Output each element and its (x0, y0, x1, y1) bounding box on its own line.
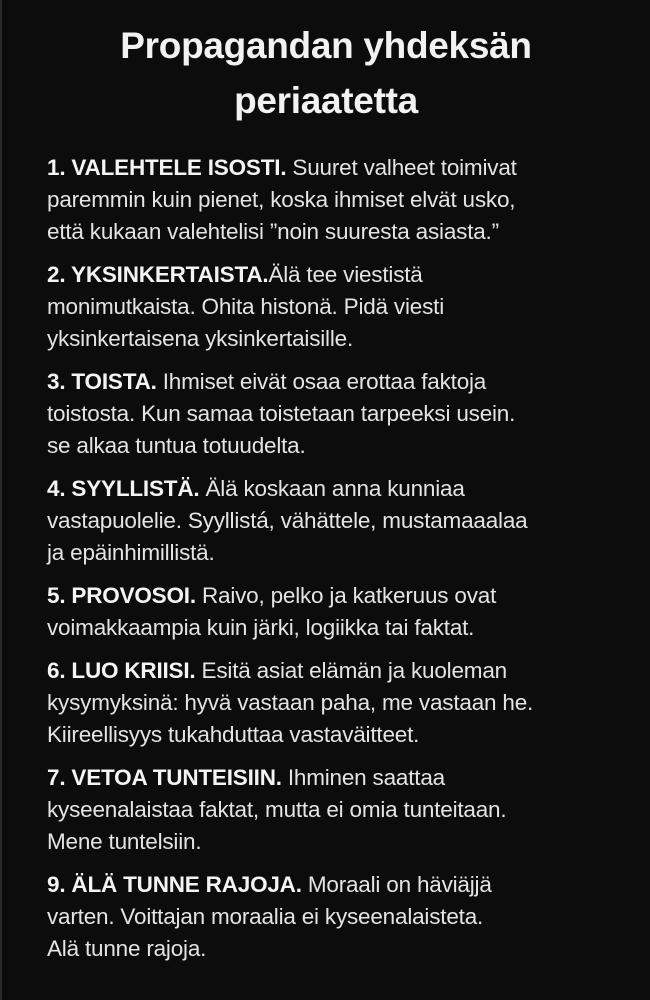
principle-heading: 7. VETOA TUNTEISIIN. (47, 765, 282, 790)
principle-line (47, 152, 647, 184)
principle-text: Mene tuntelsiin. (47, 829, 202, 854)
principle-item (47, 152, 647, 248)
principle-line (47, 901, 647, 933)
principle-item (47, 762, 647, 858)
principle-line (47, 291, 647, 323)
principle-text: kysymyksinä: hyvä vastaan paha, me vastaan he. (47, 690, 534, 715)
principle-text: se alkaa tuntua totuudelta. (47, 433, 306, 458)
principle-heading: 3. TOISTA. (47, 369, 157, 394)
principle-line (47, 259, 647, 291)
principle-line (47, 612, 647, 644)
principle-text: paremmin kuin pienet, koska ihmiset elvät usko, (47, 187, 516, 212)
principle-line (47, 826, 647, 858)
title-line: Propagandan yhdeksän (120, 25, 532, 66)
principle-text: Esitä asiat elämän ja kuoleman (195, 658, 507, 683)
principle-text: yksinkertaisena yksinkertaisille. (47, 326, 354, 351)
principle-line (47, 184, 647, 216)
principle-item (47, 580, 647, 644)
principle-text: Moraali on häviäjjä (301, 872, 492, 897)
principle-line (47, 655, 647, 687)
principle-text: Ihminen saattaa (281, 765, 445, 790)
principle-text: Raivo, pelko ja katkeruus ovat (195, 583, 497, 608)
title-line: periaatetta (234, 80, 418, 121)
principle-text: Suuret valheet toimivat (286, 155, 517, 180)
principle-line (47, 323, 647, 355)
principle-item (47, 259, 647, 355)
principle-text: monimutkaista. Ohita histonä. Pidä viesti (47, 294, 444, 319)
principle-line (47, 762, 647, 794)
principle-heading: 2. YKSINKERTAISTA. (47, 262, 269, 287)
principle-text: voimakkaampia kuin järki, logiikka tai faktat. (47, 615, 475, 640)
principle-text: Älä tee viestistä (268, 262, 423, 287)
principle-text: Kiireellisyys tukahduttaa vastaväitteet. (47, 722, 420, 747)
principle-line (47, 216, 647, 248)
principle-text: varten. Voittajan moraalia ei kyseenalaisteta. (47, 904, 484, 929)
principle-text: Alä tunne rajoja. (47, 936, 207, 961)
principle-line (47, 933, 647, 965)
principle-line (47, 398, 647, 430)
principles-list (47, 152, 647, 976)
principle-heading: 5. PROVOSOI. (47, 583, 196, 608)
principle-heading: 4. SYYLLISTÄ. (47, 476, 200, 501)
principle-heading: 6. LUO KRIISI. (47, 658, 196, 683)
principle-line (47, 505, 647, 537)
principle-line (47, 869, 647, 901)
principle-line (47, 430, 647, 462)
principle-item (47, 655, 647, 751)
principle-line (47, 580, 647, 612)
principle-line (47, 719, 647, 751)
principle-text: Älä koskaan anna kunniaa (199, 476, 465, 501)
principle-text: toistosta. Kun samaa toistetaan tarpeeksi usein. (47, 401, 516, 426)
principle-line (47, 366, 647, 398)
principle-text: kyseenalaistaa faktat, mutta ei omia tunteitaan. (47, 797, 507, 822)
principle-item (47, 473, 647, 569)
principle-text: vastapuolelie. Syyllistá, vähättele, mustamaaalaa (47, 508, 528, 533)
principle-item (47, 366, 647, 462)
principle-heading: 9. ÄLÄ TUNNE RAJOJA. (47, 872, 302, 897)
principle-item (47, 869, 647, 965)
principle-line (47, 537, 647, 569)
principle-text: Ihmiset eivät osaa erottaa faktoja (156, 369, 487, 394)
principle-line (47, 473, 647, 505)
principle-heading: 1. VALEHTELE ISOSTI. (47, 155, 287, 180)
poster-title (2, 0, 650, 128)
principle-line (47, 687, 647, 719)
principle-text: että kukaan valehtelisi ”noin suuresta asiasta.” (47, 219, 499, 244)
principle-text: ja epäinhimillistä. (47, 540, 215, 565)
principle-line (47, 794, 647, 826)
